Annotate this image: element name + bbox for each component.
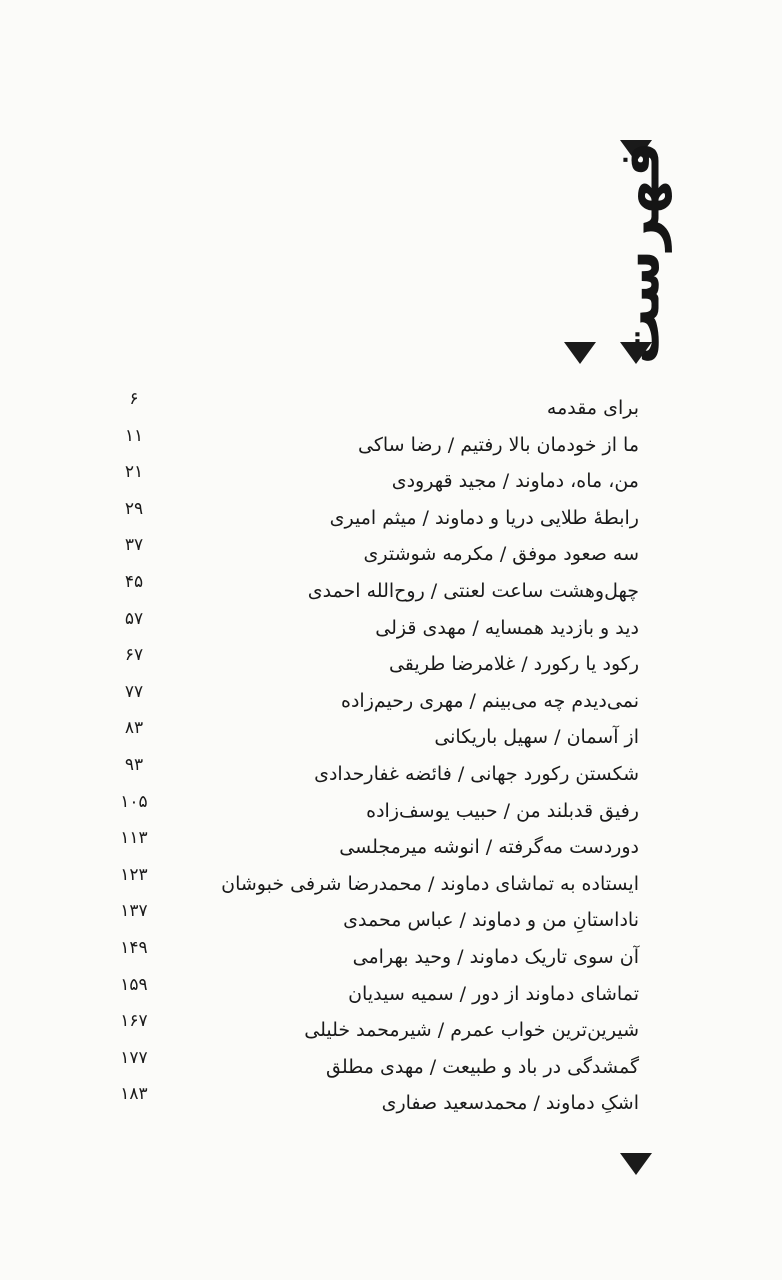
toc-entry-title: شکستن رکورد جهانی / فائضه غفارحدادی <box>314 762 639 785</box>
toc-entry-page: ۱۸۳ <box>120 1084 148 1105</box>
toc-entry-page: ۶۷ <box>124 645 144 666</box>
toc-entry-page: ۷۷ <box>124 681 144 702</box>
toc-entry-page: ۶ <box>129 389 139 409</box>
toc-entry-title: ناداستانِ من و دماوند / عباس محمدی <box>343 909 639 932</box>
toc-entry-title: شیرین‌ترین خواب عمرم / شیرمحمد خلیلی <box>304 1019 639 1042</box>
toc-entry-title: رکود یا رکورد / غلامرضا طریقی <box>388 653 639 676</box>
toc-entry-title: سه صعود موفق / مکرمه شوشتری <box>363 543 639 566</box>
toc-entry-title: گمشدگی در باد و طبیعت / مهدی مطلق <box>326 1055 639 1078</box>
toc-entry-title: تماشای دماوند از دور / سمیه سیدیان <box>348 982 639 1005</box>
toc-entry-page: ۵۷ <box>124 608 144 629</box>
toc-entry-title: از آسمان / سهیل باریکانی <box>434 726 639 749</box>
toc-entry-page: ۱۳۷ <box>120 901 148 922</box>
toc-entry-page: ۲۹ <box>124 498 144 519</box>
toc-entry-title: برای مقدمه <box>546 397 639 419</box>
toc-entry-title: دید و بازدید همسایه / مهدی قزلی <box>375 616 639 639</box>
toc-entry-title: اشکِ دماوند / محمدسعید صفاری <box>381 1092 639 1115</box>
toc-entry-page: ۱۵۹ <box>120 974 148 995</box>
toc-entry-title: آن سوی تاریک دماوند / وحید بهرامی <box>352 945 639 968</box>
toc-entry-title: ایستاده به تماشای دماوند / محمدرضا شرفی خبوشان <box>221 872 639 895</box>
toc-entry-page: ۴۵ <box>124 571 144 592</box>
toc-entry-title: ما از خودمان بالا رفتیم / رضا ساکی <box>357 433 639 456</box>
triangle-marker-right <box>620 342 652 364</box>
triangle-marker-bottom <box>620 1153 652 1175</box>
toc-entry-title: رفیق قدبلند من / حبیب یوسف‌زاده <box>366 799 639 822</box>
triangle-marker-left <box>564 342 596 364</box>
toc-entry-page: ۱۷۷ <box>120 1047 148 1068</box>
toc-entry-title: چهل‌وهشت ساعت لعنتی / روح‌الله احمدی <box>307 579 639 602</box>
toc-heading <box>600 141 680 365</box>
toc-entry-title: نمی‌دیدم چه می‌بینم / مهری رحیم‌زاده <box>341 689 639 712</box>
toc-entry-page: ۱۶۷ <box>120 1011 148 1032</box>
toc-entry-page: ۳۷ <box>124 535 144 556</box>
toc-heading-text: فهرست <box>607 141 673 365</box>
toc-entry-page: ۱۱ <box>124 425 144 446</box>
toc-entry-page: ۱۱۳ <box>120 828 148 849</box>
toc-entry-page: ۸۳ <box>124 718 144 739</box>
toc-entry-page: ۱۰۵ <box>120 791 148 812</box>
toc-entry-title: رابطهٔ طلایی دریا و دماوند / میثم امیری <box>329 506 639 529</box>
toc-entry-page: ۱۴۹ <box>120 937 148 958</box>
toc-entry-title: من، ماه، دماوند / مجید قهرودی <box>391 470 639 493</box>
toc-entry-page: ۱۲۳ <box>120 864 148 885</box>
toc-entry-page: ۲۱ <box>124 462 144 483</box>
toc-entry-title: دوردست مه‌گرفته / انوشه میرمجلسی <box>339 836 639 859</box>
toc-entry[interactable] <box>0 1085 782 1122</box>
toc-list <box>0 390 782 1122</box>
toc-entry-page: ۹۳ <box>124 754 144 775</box>
